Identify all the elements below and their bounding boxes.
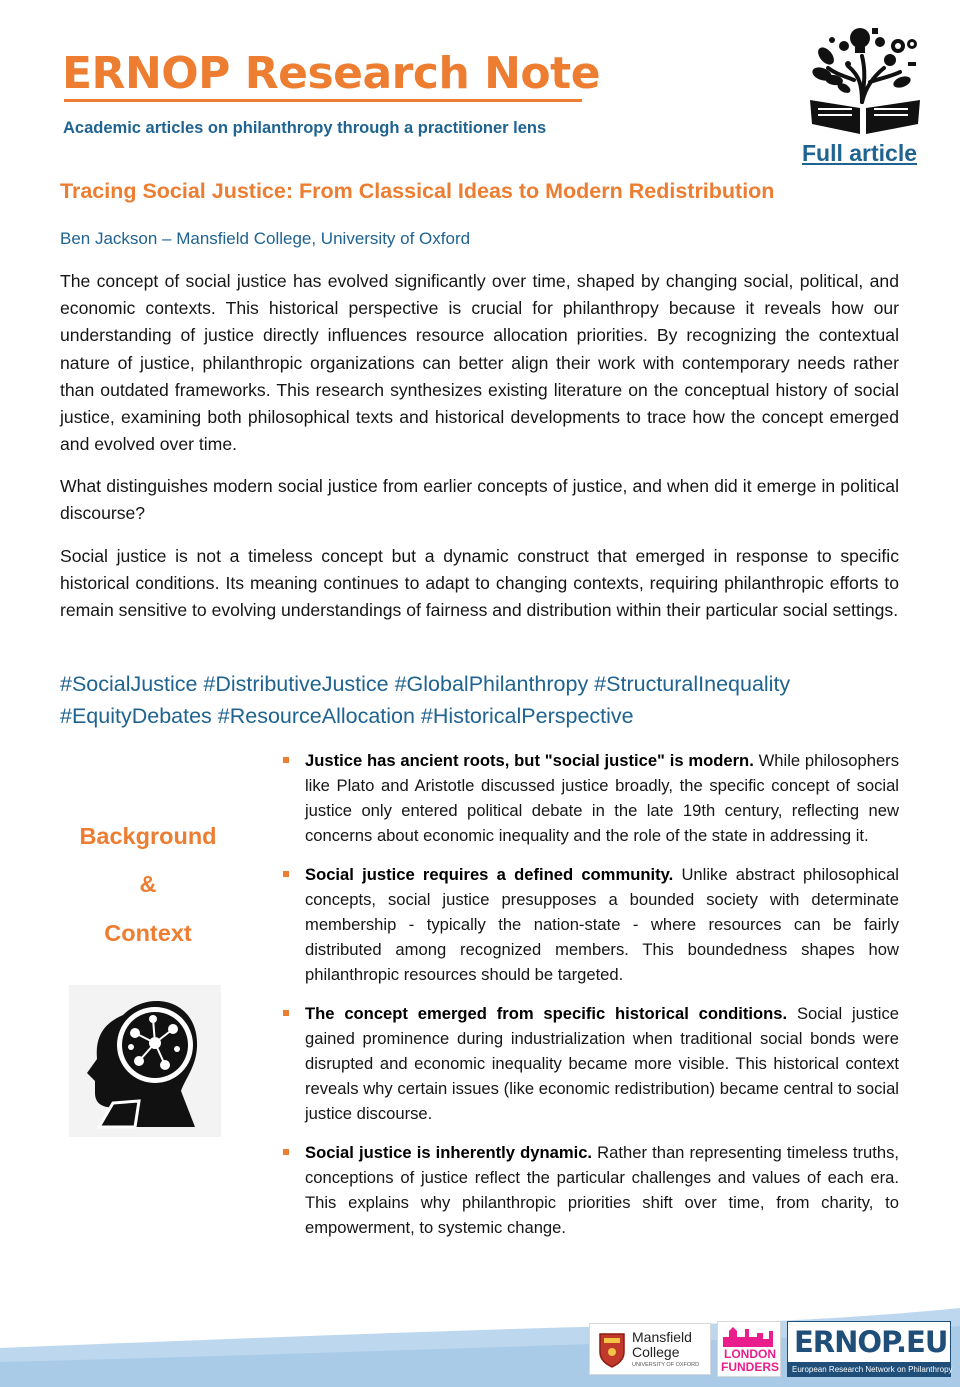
skyline-icon xyxy=(721,1325,779,1347)
finding-text: Social justice gained prominence during industrialization when traditional social bonds were disrupted and economic inequality became more visible. This historical context reveals why certain issues (like economic redistribution) became central to social justice discourse. xyxy=(305,1004,899,1123)
mansfield-university-line: UNIVERSITY OF OXFORD xyxy=(632,1362,700,1368)
london-funders-line2: FUNDERS xyxy=(720,1360,779,1374)
finding-item xyxy=(283,748,899,848)
book-tree-icon xyxy=(800,16,930,138)
hashtags: #SocialJustice #DistributiveJustice #GlobalPhilanthropy #StructuralInequality #EquityDebates #ResourceAllocation #HistoricalPerspective xyxy=(60,672,791,728)
finding-text: Rather than representing timeless truths, conceptions of justice reflect the particular challenges and values of each era. This explains why philanthropic priorities shift over time, from charity, to empowerment, to systemic change. xyxy=(305,1143,900,1237)
full-article-link[interactable]: Full article xyxy=(802,140,918,166)
finding-heading: The concept emerged from specific historical conditions. xyxy=(305,1004,788,1023)
finding-text: While philosophers like Plato and Aristotle discussed justice broadly, the specific concept of social justice only entered political debate in the late 19th century, reflecting new concerns about economic inequality and the role of the state in addressing it. xyxy=(305,751,899,845)
research-question-paragraph: What distinguishes modern social justice from earlier concepts of justice, and when did it emerge in political discourse? xyxy=(60,476,899,524)
intro-paragraph: The concept of social justice has evolved significantly over time, shaped by changing social, political, and economic contexts. This historical perspective is crucial for philanthropy because it reveals how our understanding of justice directly influences resource allocation priorities. By recognizing the contextual nature of justice, philanthropic organizations can better align their work with contemporary needs rather than outdated frameworks. This research synthesizes existing literature on the conceptual history of social justice, examining both philosophical texts and historical developments to trace how the concept emerged and evolved over time. xyxy=(60,271,899,455)
finding-heading: Justice has ancient roots, but "social justice" is modern. xyxy=(305,751,754,770)
sidebar-heading-ampersand: & xyxy=(139,871,157,897)
finding-item xyxy=(283,862,899,987)
page-title: ERNOP Research Note xyxy=(62,48,601,99)
bullet-marker xyxy=(283,871,289,877)
finding-heading: Social justice requires a defined community. xyxy=(305,865,674,884)
sidebar-heading-context: Context xyxy=(104,920,192,946)
conclusion-paragraph: Social justice is not a timeless concept but a dynamic construct that emerged in response to specific historical conditions. Its meaning continues to adapt to changing contexts, requiring philanthropic efforts to remain sensitive to evolving understandings of fairness and distribution within their particular social settings. xyxy=(60,546,899,621)
finding-item xyxy=(283,1140,899,1240)
bullet-marker xyxy=(283,757,289,763)
title-underline xyxy=(64,99,582,102)
finding-heading: Social justice is inherently dynamic. xyxy=(305,1143,593,1162)
mansfield-name-line1: Mansfield xyxy=(632,1329,692,1345)
article-title: Tracing Social Justice: From Classical Ideas to Modern Redistribution xyxy=(60,179,775,203)
ernop-logo xyxy=(787,1321,951,1377)
ernop-tagline: European Research Network on Philanthropy xyxy=(792,1365,953,1374)
london-funders-logo xyxy=(717,1321,781,1377)
bullet-marker xyxy=(283,1010,289,1016)
head-network-icon xyxy=(69,985,221,1137)
shield-icon xyxy=(598,1332,626,1368)
sidebar-heading-background: Background xyxy=(79,823,217,849)
article-author: Ben Jackson – Mansfield College, University of Oxford xyxy=(60,229,471,248)
page-subtitle: Academic articles on philanthropy through a practitioner lens xyxy=(63,119,547,137)
finding-text: Unlike abstract philosophical concepts, social justice presupposes a bounded society with determinate membership - typically the nation-state - where resources can be fairly distributed among recognized members. This boundedness shapes how philanthropic resources should be targeted. xyxy=(305,865,899,984)
finding-item xyxy=(283,1001,899,1126)
key-findings-list xyxy=(283,748,899,1254)
mansfield-college-logo xyxy=(589,1323,711,1375)
bullet-marker xyxy=(283,1149,289,1155)
ernop-wordmark: ERNOP.EU xyxy=(794,1325,948,1359)
london-funders-line1: LONDON xyxy=(724,1347,776,1361)
mansfield-name-line2: College xyxy=(632,1344,680,1360)
